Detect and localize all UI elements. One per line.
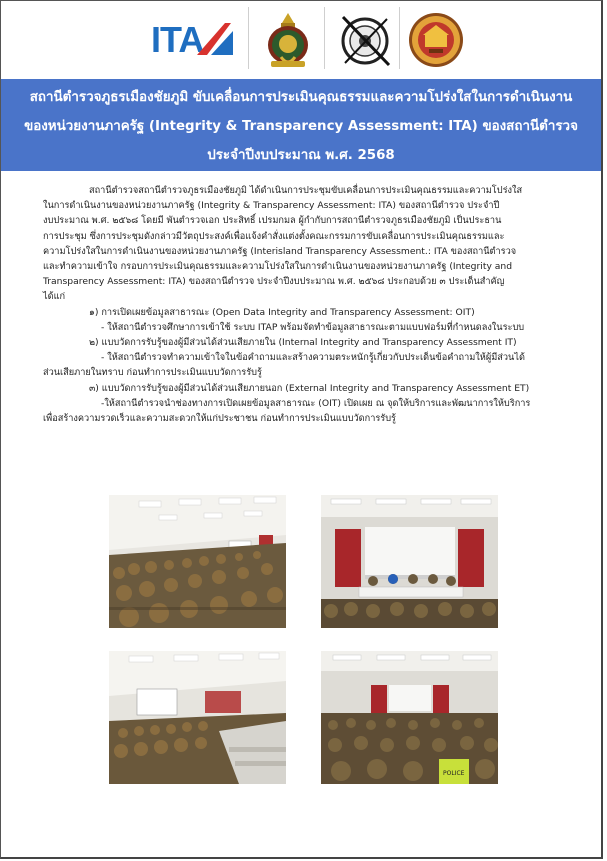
title-line-1: สถานีตำรวจภูธรเมืองชัยภูมิ ขับเคลื่อนการประเมินคุณธรรมและความโปร่งใสในการดำเนินงาน [29, 90, 573, 105]
paragraph-line: งบประมาณ พ.ศ. ๒๕๖๘ โดยมี พันตำรวจเอก ประสิทธิ์ เปรมกมล ผู้กำกับการสถานีตำรวจภูธรเมืองชัยภูมิ เป็นประธาน [43, 215, 502, 227]
paragraph-line: ในการดำเนินงานของหน่วยงานภาครัฐ (Integrity & Transparency Assessment: ITA) ของสถานีตำรวจ ประจำปี [43, 200, 500, 212]
meeting-photo-1 [109, 495, 286, 628]
list-item-iit-detail: - ให้สถานีตำรวจทำความเข้าใจในข้อคำถามและสร้างความตระหนักรู้เกี่ยวกับประเด็นข้อคำถามให้ผู้มีส่วนได้ [101, 352, 525, 364]
paragraph-line: ได้แก่ [43, 291, 66, 303]
vest-text: POLICE [443, 770, 465, 777]
meeting-photo-3 [109, 651, 286, 784]
list-item-eit: ๓) แบบวัดการรับรู้ของผู้มีส่วนได้ส่วนเสียภายนอก (External Integrity and Transparency Assessment ET) [89, 382, 530, 394]
meeting-photo-2 [321, 495, 498, 628]
logo-separator [399, 7, 400, 69]
meeting-photo-4 [321, 651, 498, 784]
list-item-oit-detail: - ให้สถานีตำรวจศึกษาการเข้าใช้ ระบบ ITAP พร้อมจัดทำข้อมูลสาธารณะตามแบบฟอร์มที่กำหนดลงในระบบ [101, 321, 525, 333]
list-item-eit-detail-cont: เพื่อสร้างความรวดเร็วและความสะดวกให้แก่ประชาชน ก่อนทำการประเมินแบบวัดการรับรู้ [43, 413, 396, 425]
list-item-iit-detail-cont: ส่วนเสียภายในทราบ ก่อนทำการประเมินแบบวัดการรับรู้ [43, 367, 262, 379]
logo-separator [324, 7, 325, 69]
police-crest-icon [263, 11, 313, 71]
title-line-2: ของหน่วยงานภาครัฐ (Integrity & Transparency Assessment: ITA) ของสถานีตำรวจ [24, 119, 578, 134]
ita-logo-icon [151, 19, 237, 59]
list-item-eit-detail: -ให้สถานีตำรวจนำช่องทางการเปิดเผยข้อมูลสาธารณะ (OIT) เปิดเผย ณ จุดให้บริการและพัฒนาการให้บริการ [101, 397, 531, 409]
station-seal-icon [407, 11, 465, 69]
ita-logo-text: ITA [151, 19, 204, 60]
list-item-oit: ๑) การเปิดเผยข้อมูลสาธารณะ (Open Data Integrity and Transparency Assessment: OIT) [89, 306, 475, 318]
paragraph-1 [43, 183, 565, 305]
police-badge-icon [335, 11, 395, 71]
paragraph-line: สถานีตำรวจสถานีตำรวจภูธรเมืองชัยภูมิ ได้ดำเนินการประชุมขับเคลื่อนการประเมินคุณธรรมและความโปร่งใส [89, 185, 523, 196]
list-item-iit: ๒) แบบวัดการรับรู้ของผู้มีส่วนได้ส่วนเสียภายใน (Internal Integrity and Transparency Assessment IT) [89, 337, 517, 349]
paragraph-line: การประชุม ซึ่งการประชุมดังกล่าวมีวัตถุประสงค์เพื่อแจ้งคำสั่งแต่งตั้งคณะกรรมการขับเคลื่อนการประเมินคุณธรรมและ [43, 230, 505, 242]
ita-logo [151, 19, 237, 59]
paragraph-line: และทำความเข้าใจ กรอบการประเมินคุณธรรมและความโปร่งใสในการดำเนินงานของหน่วยงานภาครัฐ (Integrity and [43, 261, 513, 273]
title-line-3: ประจำปีงบประมาณ พ.ศ. 2568 [207, 148, 395, 163]
title-banner [1, 79, 601, 171]
article-body [43, 183, 565, 426]
logo-row [1, 1, 601, 79]
paragraph-line: ความโปร่งใสในการดำเนินงานของหน่วยงานภาครัฐ (Interisland Transparency Assessment.: ITA ของสถานีตำรวจ [43, 245, 517, 257]
logo-separator [248, 7, 249, 69]
paragraph-line: Transparency Assessment: ITA) ของสถานีตำรวจ ประจำปีงบประมาณ พ.ศ. ๒๕๖๘ ประกอบด้วย ๓ ประเด็นสำคัญ [43, 276, 505, 288]
